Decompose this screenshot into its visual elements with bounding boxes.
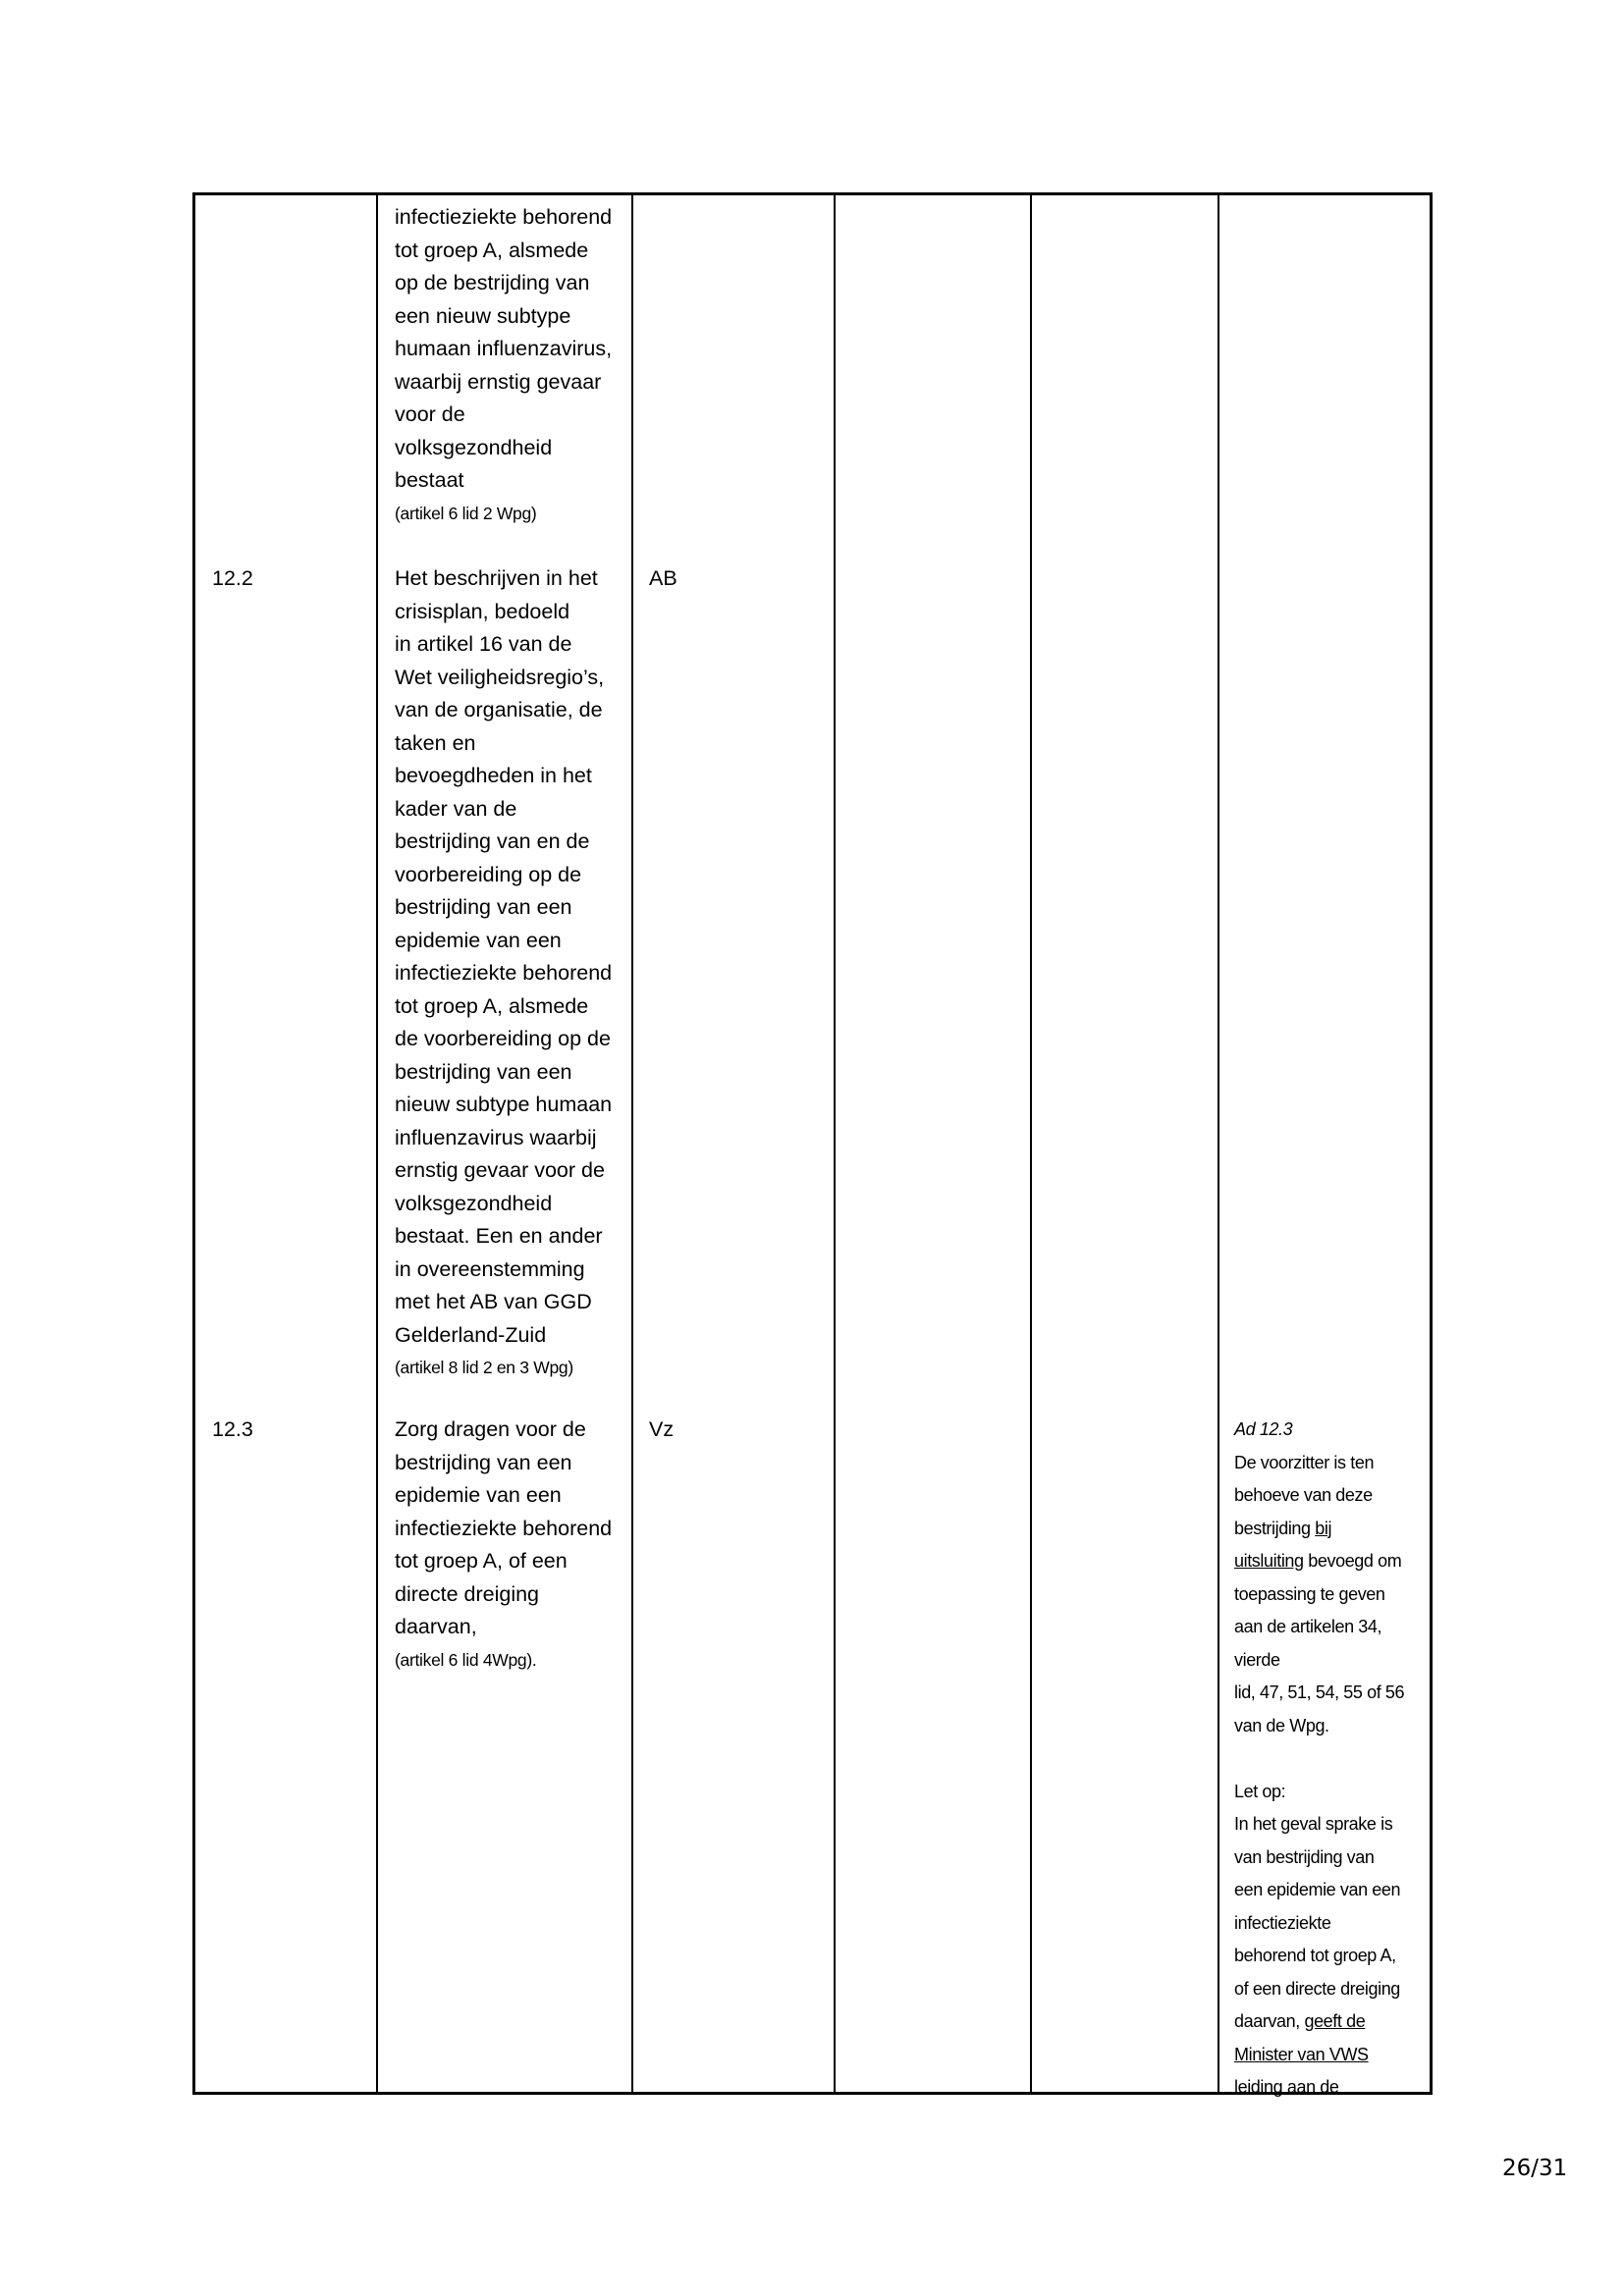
description-line: tot groep A, alsmede [395,238,589,262]
row-12-2-number: 12.2 [212,566,253,590]
page-number: 26/31 [1502,2156,1568,2181]
description-line: bestrijding van en de [395,829,590,853]
remark-text: bevoegd om [1303,1551,1402,1571]
description-line: bestaat [395,468,464,492]
remark-line: behoeve van deze [1234,1485,1373,1505]
column-divider [834,195,836,2092]
description-line: Wet veiligheidsregio’s, [395,665,605,689]
description-line: ernstig gevaar voor de [395,1158,605,1182]
remark-line: leiding aan de [1234,2077,1339,2097]
description-line: bestrijding van een [395,1059,572,1084]
description-line: waarbij ernstig gevaar [395,369,602,394]
description-line: bestaat. Een en ander [395,1224,603,1248]
description-line: bestrijding van een [395,895,572,919]
description-line: met het AB van GGD [395,1290,592,1313]
remark-line [1234,1513,1404,1546]
description-line: voorbereiding op de [395,862,582,886]
remark-line: Minister van VWS [1234,2044,1369,2064]
column-divider [1030,195,1032,2092]
description-line: in artikel 16 van de [395,632,572,656]
description-line: humaan influenzavirus, [395,337,613,360]
remark-line: of een directe dreiging [1234,1978,1400,1999]
remark-underlined: geeft de [1304,2011,1366,2031]
row-12-2-organ: AB [649,566,677,590]
legal-reference: (artikel 6 lid 2 Wpg) [395,503,537,523]
remark-line: vierde [1234,1649,1280,1670]
description-line: bevoegdheden in het [395,764,592,787]
remark-line: infectieziekte [1234,1912,1331,1933]
remark-heading: Ad 12.3 [1234,1419,1293,1439]
description-line: Gelderland-Zuid [395,1322,547,1347]
description-line: daarvan, [395,1615,477,1638]
row-cont-description [395,201,612,530]
description-line: crisisplan, bedoeld [395,599,570,623]
remark-line: lid, 47, 51, 54, 55 of 56 [1234,1682,1405,1702]
description-line: voor de [395,402,465,426]
remark-line: De voorzitter is ten [1234,1452,1375,1472]
description-line: infectieziekte behorend [395,1516,613,1540]
remark-text: daarvan, [1234,2011,1305,2031]
row-12-2-description [395,562,612,1385]
description-line: Het beschrijven in het [395,566,598,590]
description-line: Zorg dragen voor de [395,1417,586,1441]
remark-line: aan de artikelen 34, [1234,1617,1382,1636]
description-line: taken en [395,730,476,755]
remark-underlined: uitsluiting [1234,1551,1304,1571]
description-line: de voorbereiding op de [395,1027,611,1050]
legal-reference: (artikel 8 lid 2 en 3 Wpg) [395,1358,573,1377]
row-12-3-organ: Vz [649,1417,675,1441]
column-divider [631,195,633,2092]
description-line: infectieziekte behorend [395,205,613,229]
description-line: influenzavirus waarbij [395,1125,597,1149]
column-divider [1218,195,1219,2092]
description-line: infectieziekte behorend [395,961,613,985]
column-divider [376,195,378,2092]
description-line: op de bestrijding van [395,271,590,294]
remark-line: van bestrijding van [1234,1846,1375,1867]
description-line: in overeenstemming [395,1256,585,1281]
remark-line: In het geval sprake is [1234,1814,1393,1834]
description-line: van de organisatie, de [395,698,603,721]
description-line: bestrijding van een [395,1450,572,1474]
description-line: nieuw subtype humaan [395,1093,613,1116]
bevoegdheden-table [192,192,1433,2095]
remark-note-heading: Let op: [1234,1781,1286,1801]
description-line: tot groep A, alsmede [395,993,589,1018]
description-line: directe dreiging [395,1581,540,1606]
remark-text: bestrijding [1234,1518,1316,1538]
remark-underlined: bij [1315,1518,1332,1538]
row-12-3-remark [1234,1414,1404,2105]
description-line: volksgezondheid [395,435,553,459]
description-line: epidemie van een [395,1483,562,1507]
remark-line [1234,1545,1404,1578]
description-line: tot groep A, of een [395,1549,568,1573]
row-12-3-number: 12.3 [212,1417,253,1441]
legal-reference: (artikel 6 lid 4Wpg). [395,1649,537,1670]
remark-line: toepassing te geven [1234,1583,1385,1604]
row-12-3-description [395,1414,612,1677]
remark-line: van de Wpg. [1234,1715,1329,1735]
description-line: epidemie van een [395,928,562,952]
remark-line: een epidemie van een [1234,1880,1401,1899]
remark-line: behorend tot groep A, [1234,1946,1396,1965]
description-line: een nieuw subtype [395,303,571,328]
description-line: volksgezondheid [395,1191,553,1215]
description-line: kader van de [395,796,517,821]
remark-line [1234,2005,1404,2039]
